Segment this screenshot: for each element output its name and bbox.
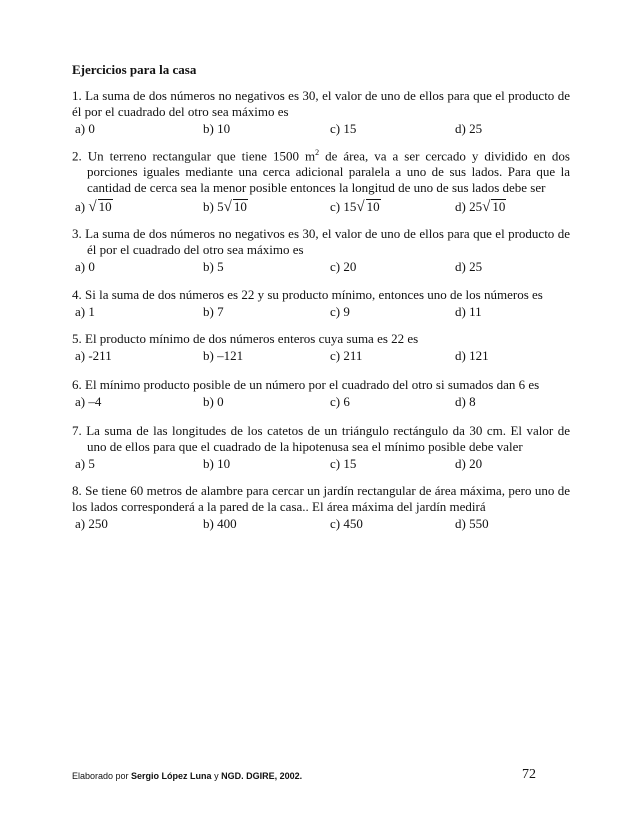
exercise-3 (72, 226, 570, 276)
option-a: a) 0 (75, 121, 95, 136)
option-d: d) 550 (455, 516, 489, 531)
exercise-2-options (72, 199, 570, 216)
exercise-2-question (72, 145, 570, 196)
option-d (455, 199, 506, 215)
option-b: b) 400 (203, 516, 237, 531)
option-b-radicand: 10 (233, 199, 247, 215)
footer-org: NGD. DGIRE, 2002. (221, 771, 303, 781)
superscript-2: 2 (315, 148, 320, 157)
option-d: d) 121 (455, 348, 489, 363)
exercise-2 (72, 145, 570, 216)
exercise-6 (72, 377, 570, 411)
option-b: b) 10 (203, 456, 231, 471)
exercise-2-question-part1: 2. Un terreno rectangular que tiene 1500 m (72, 148, 316, 164)
exercise-1 (72, 88, 570, 138)
footer-prefix: Elaborado por (72, 771, 132, 781)
exercise-3-question: 3. La suma de dos números no negativos es 30, el valor de uno de ellos para que el producto de él por el cuadrado del otro sea máximo es (72, 226, 570, 257)
option-a: a) 1 (75, 304, 95, 319)
option-c: c) 6 (330, 394, 350, 409)
sqrt-icon: √ (88, 199, 97, 216)
option-b: b) 5 (203, 259, 224, 274)
exercise-2-question-part2: de área, va a ser cercado y dividido en dos porciones iguales mediante una cerca adicional paralela a uno de sus lados. Para que la cantidad de cerca sea la menor posible entonces la longitud de uno de sus lados debe ser (87, 148, 570, 196)
option-c: c) 9 (330, 304, 350, 319)
page-footer (72, 771, 302, 781)
option-a-prefix: a) (75, 199, 86, 215)
exercise-5 (72, 331, 570, 365)
option-c: c) 15 (330, 456, 357, 471)
option-d-radicand: 10 (492, 199, 506, 215)
option-a: a) 0 (75, 259, 95, 274)
exercise-6-question: 6. El mínimo producto posible de un número por el cuadrado del otro si sumados dan 6 es (72, 377, 540, 392)
option-b: b) –121 (203, 348, 244, 363)
option-c: c) 450 (330, 516, 363, 531)
footer-mid: y (211, 771, 222, 781)
page-number: 72 (522, 767, 536, 782)
option-c: c) 15 (330, 121, 357, 136)
exercise-7-options (72, 456, 570, 473)
exercise-4 (72, 287, 570, 321)
option-d: d) 8 (455, 394, 476, 409)
option-d-prefix: d) 25 (455, 199, 483, 215)
option-c-radicand: 10 (366, 199, 380, 215)
exercise-1-options (72, 121, 570, 138)
option-c (330, 199, 381, 215)
option-a: a) –4 (75, 394, 102, 409)
option-c: c) 20 (330, 259, 357, 274)
option-a-radicand: 10 (98, 199, 112, 215)
sqrt-icon: √ (223, 199, 232, 216)
exercise-5-options (72, 348, 570, 365)
exercise-7 (72, 423, 570, 473)
exercise-8-question: 8. Se tiene 60 metros de alambre para cercar un jardín rectangular de área máxima, pero uno de los lados corresponderá a la pared de la casa.. El área máxima del jardín medirá (72, 483, 570, 514)
section-title: Ejercicios para la casa (72, 62, 197, 77)
option-d: d) 11 (455, 304, 482, 319)
option-b: b) 7 (203, 304, 224, 319)
exercise-1-question: 1. La suma de dos números no negativos es 30, el valor de uno de ellos para que el producto de él por el cuadrado del otro sea máximo es (72, 88, 570, 119)
option-d: d) 20 (455, 456, 483, 471)
exercise-8 (72, 483, 570, 533)
footer-author: Sergio López Luna (131, 771, 212, 781)
exercise-3-options (72, 259, 570, 276)
option-c-prefix: c) 15 (330, 199, 357, 215)
exercise-8-options (72, 516, 570, 533)
sqrt-icon: √ (356, 199, 365, 216)
exercise-7-question: 7. La suma de las longitudes de los catetos de un triángulo rectángulo da 30 cm. El valor de uno de ellos para que el cuadrado de la hipotenusa sea el mínimo posible debe valer (72, 423, 570, 454)
option-c: c) 211 (330, 348, 363, 363)
option-a (75, 199, 113, 215)
option-b-prefix: b) 5 (203, 199, 224, 215)
exercise-4-question: 4. Si la suma de dos números es 22 y su producto mínimo, entonces uno de los números es (72, 287, 543, 302)
exercise-6-options (72, 394, 570, 411)
option-a: a) -211 (75, 348, 112, 363)
option-b: b) 0 (203, 394, 224, 409)
option-d: d) 25 (455, 121, 483, 136)
option-d: d) 25 (455, 259, 483, 274)
option-b: b) 10 (203, 121, 231, 136)
option-a: a) 250 (75, 516, 108, 531)
exercise-5-question: 5. El producto mínimo de dos números enteros cuya suma es 22 es (72, 331, 419, 346)
option-b (203, 199, 248, 215)
option-a: a) 5 (75, 456, 95, 471)
sqrt-icon: √ (482, 199, 491, 216)
exercise-4-options (72, 304, 570, 321)
